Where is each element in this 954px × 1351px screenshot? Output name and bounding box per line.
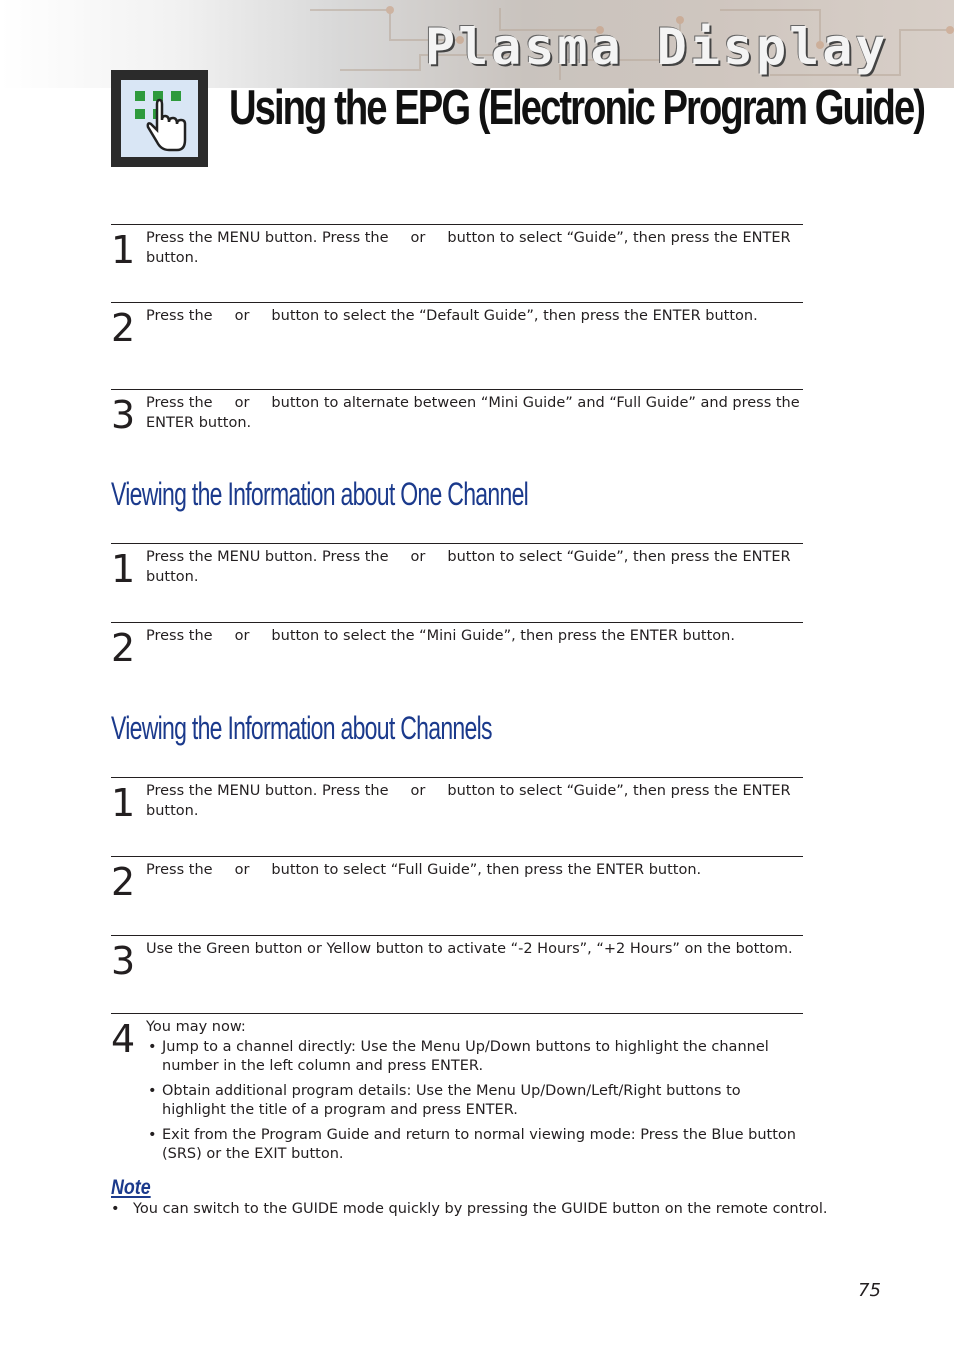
step-text: Press the MENU button. Press the or button to select “Guide”, then press the ENTER button. — [146, 783, 791, 819]
step-3 — [111, 389, 803, 450]
step-text: Press the or button to select “Full Guide”, then press the ENTER button. — [146, 862, 702, 878]
step-text — [146, 1018, 806, 1170]
guide-icon — [111, 70, 208, 167]
page-number: 75 — [858, 1280, 881, 1301]
step-text: Press the or button to select the “Mini Guide”, then press the ENTER button. — [146, 628, 735, 644]
step-3 — [111, 935, 803, 1014]
list-item: • Jump to a channel directly: Use the Menu Up/Down buttons to highlight the channel number in the left column and press ENTER. — [146, 1038, 806, 1077]
step-number: 2 — [111, 306, 136, 350]
step-number: 2 — [111, 626, 136, 670]
step-text: Press the MENU button. Press the or button to select “Guide”, then press the ENTER button. — [146, 230, 791, 266]
step-number: 2 — [111, 860, 136, 904]
section-heading-one-channel: Viewing the Information about One Channel — [111, 476, 529, 512]
list-item: • Obtain additional program details: Use the Menu Up/Down/Left/Right buttons to highlight the title of a program and press ENTER. — [146, 1082, 806, 1121]
banner-title: Plasma Display — [425, 18, 889, 76]
note-bullet: • — [111, 1201, 120, 1217]
step-intro: You may now: — [146, 1019, 246, 1035]
step-number: 3 — [111, 393, 136, 437]
grid-hand-pointer-icon — [121, 80, 198, 157]
section-heading-channels: Viewing the Information about Channels — [111, 710, 492, 746]
step-1 — [111, 543, 803, 622]
step-text: Press the MENU button. Press the or button to select “Guide”, then press the ENTER button. — [146, 549, 791, 585]
step-2 — [111, 302, 803, 389]
option-list — [146, 1038, 806, 1165]
step-1 — [111, 224, 803, 303]
page-title: Using the EPG (Electronic Program Guide) — [229, 81, 925, 135]
step-4 — [111, 1013, 803, 1169]
step-1 — [111, 777, 803, 856]
step-text: Press the or button to alternate between “Mini Guide” and “Full Guide” and press the ENTER button. — [146, 395, 800, 431]
step-number: 4 — [111, 1017, 136, 1061]
step-2 — [111, 856, 803, 935]
list-item: • Exit from the Program Guide and return to normal viewing mode: Press the Blue button (SRS) or the EXIT button. — [146, 1126, 806, 1165]
step-number: 1 — [111, 781, 136, 825]
note-text: • You can switch to the GUIDE mode quickly by pressing the GUIDE button on the remote control. — [111, 1201, 828, 1217]
step-number: 1 — [111, 228, 136, 272]
step-text: Press the or button to select the “Default Guide”, then press the ENTER button. — [146, 308, 758, 324]
note-label: Note — [111, 1176, 151, 1199]
step-2 — [111, 622, 803, 683]
step-text: Use the Green button or Yellow button to activate “-2 Hours”, “+2 Hours” on the bottom. — [146, 941, 793, 957]
step-number: 3 — [111, 939, 136, 983]
step-number: 1 — [111, 547, 136, 591]
